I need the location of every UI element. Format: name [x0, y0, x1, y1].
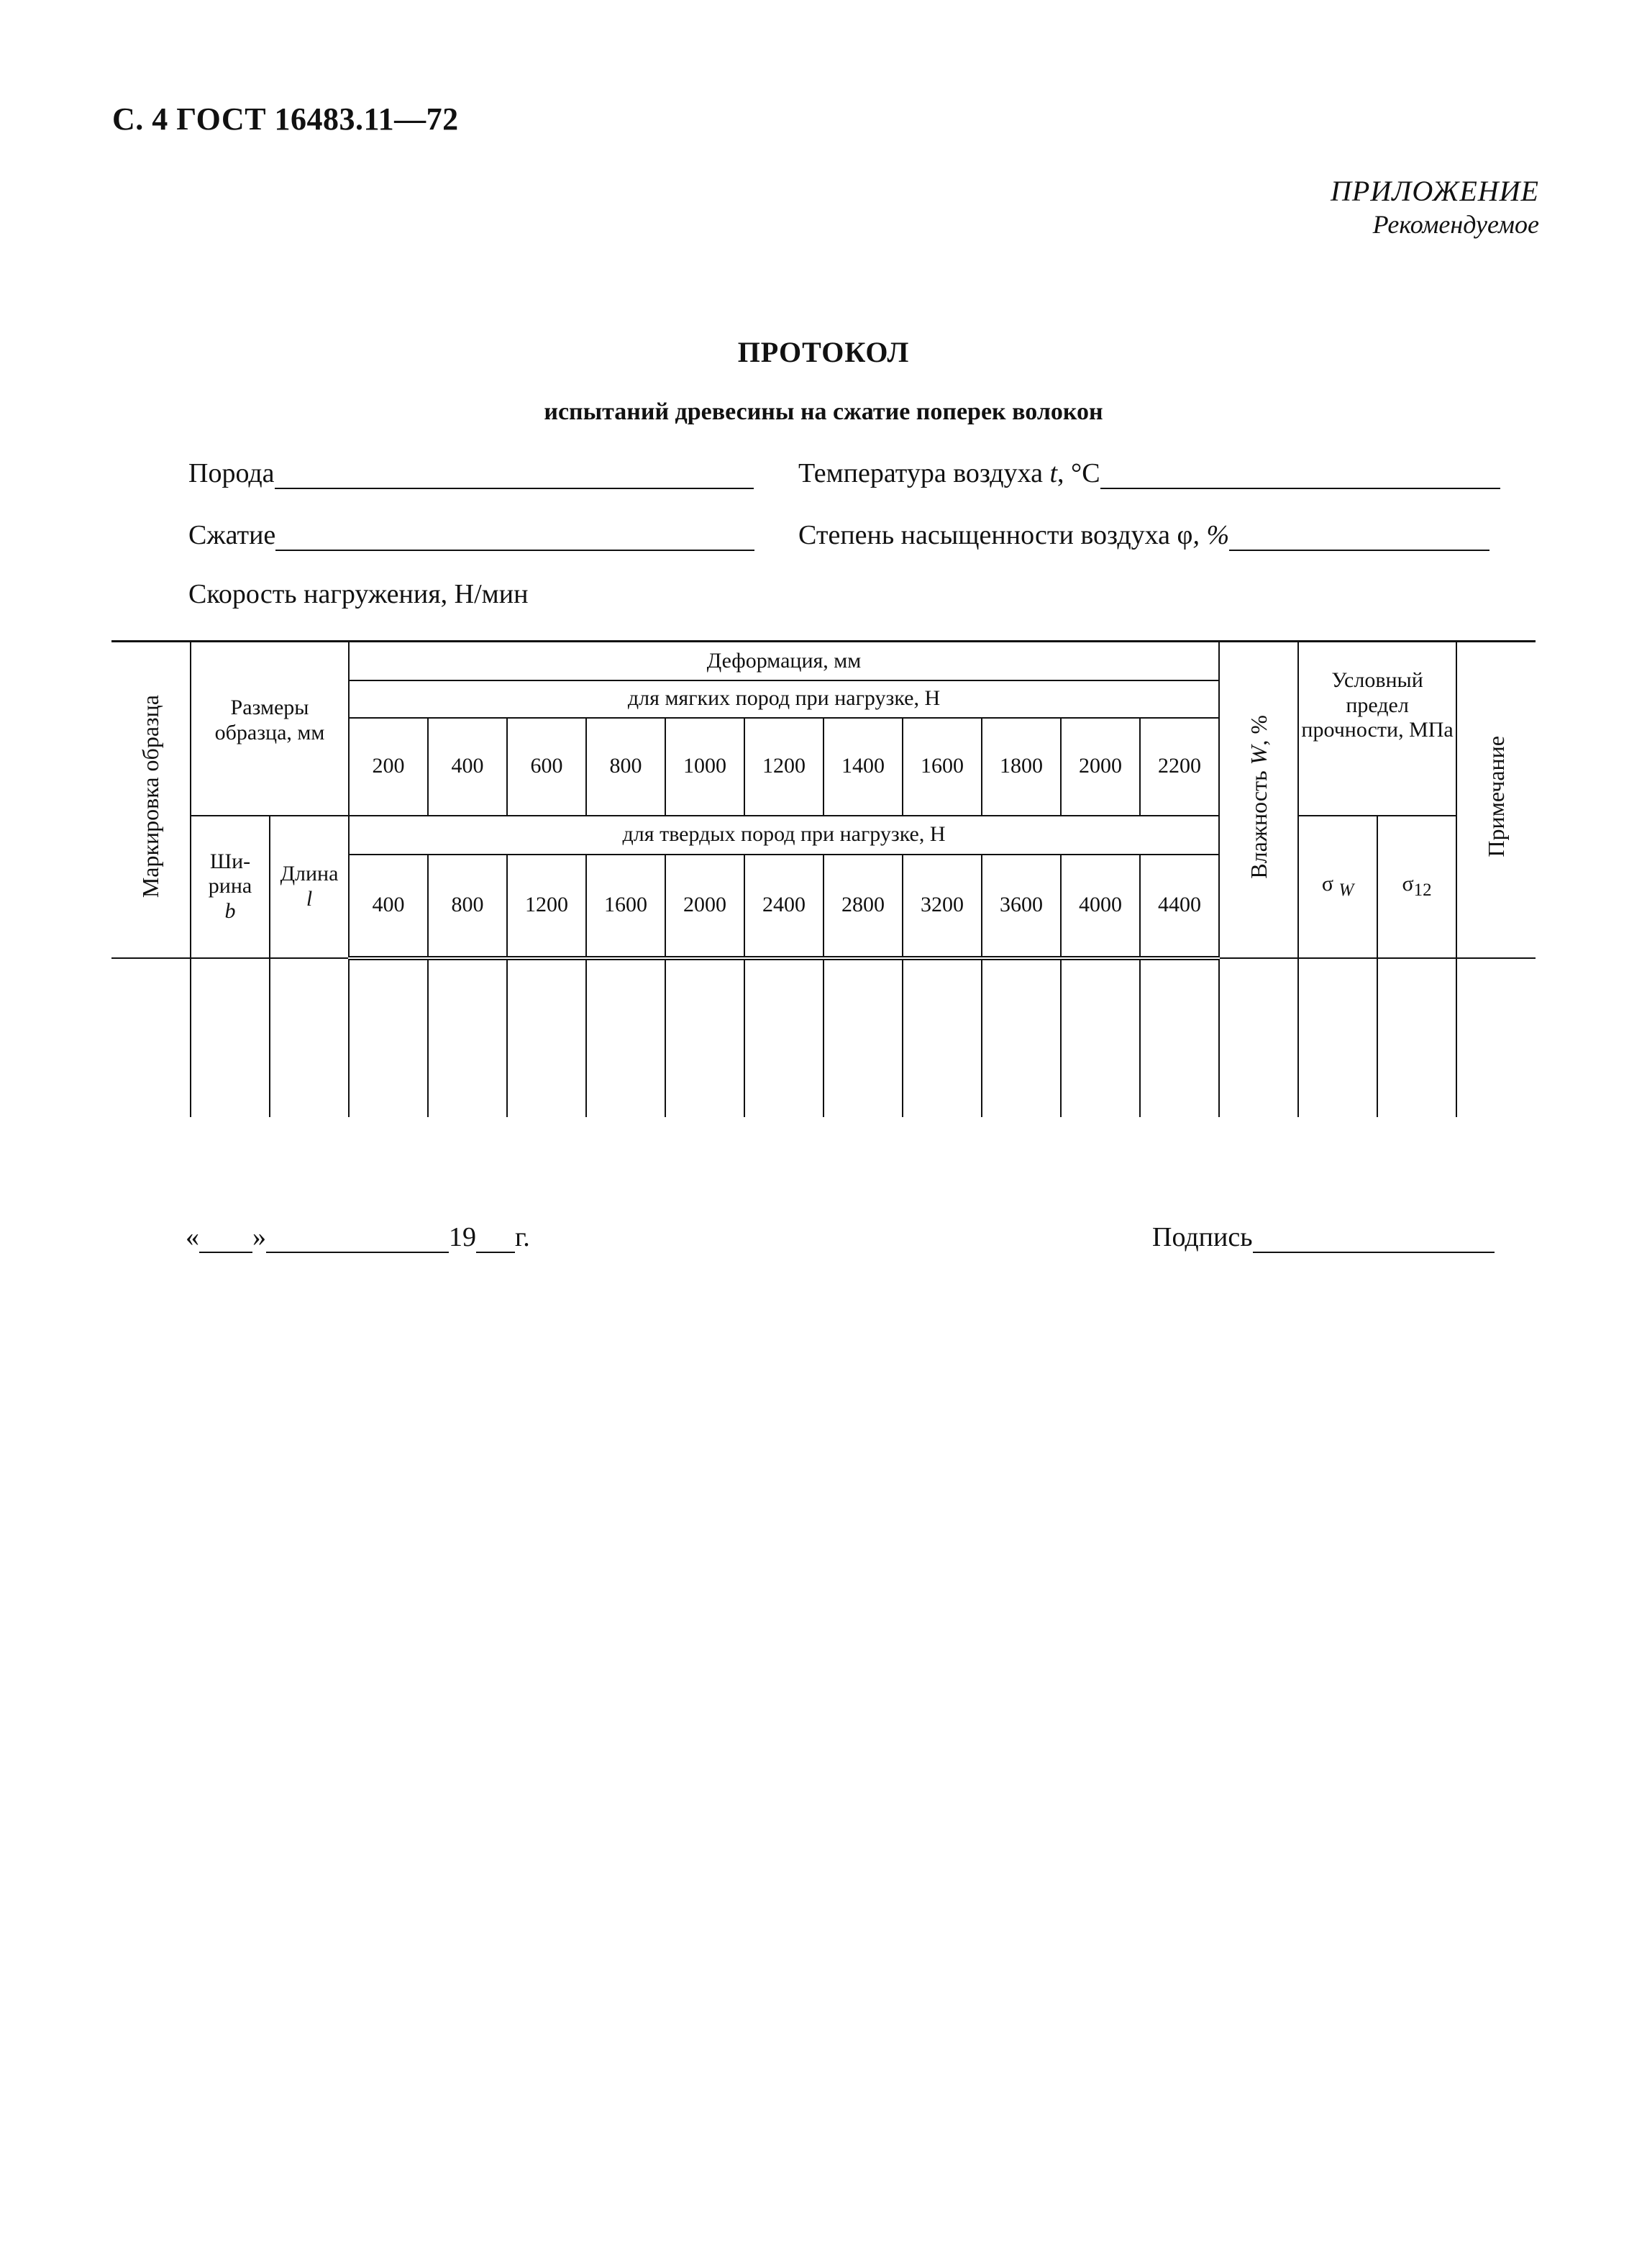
soft-load-cell: 200: [349, 718, 428, 816]
air-humidity-blank[interactable]: [1229, 527, 1489, 551]
species-blank[interactable]: [275, 465, 754, 489]
hard-load-cell: 400: [349, 855, 428, 958]
deformation-header: Деформация, мм: [349, 642, 1219, 680]
soft-load-cell: 1800: [982, 718, 1061, 816]
data-cell[interactable]: [1377, 958, 1456, 1117]
data-cell[interactable]: [428, 958, 507, 1117]
hard-load-cell: 1600: [586, 855, 665, 958]
data-cell[interactable]: [507, 958, 586, 1117]
hard-load-cell: 2400: [744, 855, 824, 958]
hard-load-cell: 2800: [824, 855, 903, 958]
soft-load-cell: 1200: [744, 718, 824, 816]
note-header: Примечание: [1456, 642, 1536, 958]
day-blank[interactable]: [199, 1230, 252, 1253]
date-field: [186, 1221, 530, 1253]
load-rate-field: [188, 578, 528, 610]
hard-load-cell: 4400: [1140, 855, 1219, 958]
data-cell[interactable]: [744, 958, 824, 1117]
soft-load-cell: 2200: [1140, 718, 1219, 816]
document-title: ПРОТОКОЛ: [737, 336, 910, 368]
year-blank[interactable]: [476, 1230, 515, 1253]
hard-load-cell: 4000: [1061, 855, 1140, 958]
appendix-status: Рекомендуемое: [1372, 210, 1539, 239]
signature-field: [1152, 1221, 1495, 1253]
soft-load-cell: 600: [507, 718, 586, 816]
hard-species-header: для твердых пород при нагрузке, Н: [349, 816, 1219, 855]
page-reference: С. 4 ГОСТ 16483.11—72: [112, 101, 459, 137]
data-cell[interactable]: [1456, 958, 1536, 1117]
soft-load-cell: 2000: [1061, 718, 1140, 816]
table-row: [111, 958, 1536, 1117]
appendix-label: ПРИЛОЖЕНИЕ: [1331, 175, 1539, 207]
air-temperature-field: [798, 457, 1500, 489]
compression-field: [188, 519, 754, 551]
data-cell[interactable]: [1298, 958, 1377, 1117]
data-cell[interactable]: [1219, 958, 1298, 1117]
soft-load-cell: 1400: [824, 718, 903, 816]
data-cell[interactable]: [349, 958, 428, 1117]
soft-load-cell: 400: [428, 718, 507, 816]
air-humidity-field: [798, 519, 1489, 551]
air-temperature-label: Температура воздуха t, °С: [798, 458, 1100, 488]
sigma-w-header: σ $_W$: [1298, 816, 1377, 958]
soft-species-header: для мягких пород при нагрузке, Н: [349, 680, 1219, 718]
data-cell[interactable]: [270, 958, 349, 1117]
hard-load-cell: 800: [428, 855, 507, 958]
signature-label: Подпись: [1152, 1222, 1253, 1252]
air-humidity-label: Степень насыщенности воздуха φ, %: [798, 520, 1230, 550]
data-cell[interactable]: [586, 958, 665, 1117]
sizes-header: Размеры образца, мм: [191, 642, 349, 816]
sigma-12-header: $\sigma_{12}$: [1377, 816, 1456, 958]
soft-load-cell: 800: [586, 718, 665, 816]
open-quote: «: [186, 1222, 199, 1252]
close-quote: »: [252, 1222, 266, 1252]
year-suffix: г.: [515, 1222, 530, 1252]
moisture-header: Влажность W, %: [1219, 642, 1298, 958]
appendix-block: [1331, 174, 1539, 240]
data-cell[interactable]: [111, 958, 191, 1117]
data-cell[interactable]: [1061, 958, 1140, 1117]
hard-load-cell: 3200: [903, 855, 982, 958]
species-field: [188, 457, 754, 489]
air-temperature-blank[interactable]: [1100, 465, 1500, 489]
hard-load-cell: 3600: [982, 855, 1061, 958]
soft-load-cell: 1000: [665, 718, 744, 816]
protocol-table: [111, 640, 1536, 1117]
data-cell[interactable]: [982, 958, 1061, 1117]
month-blank[interactable]: [266, 1230, 449, 1253]
document-subtitle: испытаний древесины на сжатие поперек волокон: [544, 399, 1103, 425]
marking-header: Маркировка образца: [111, 642, 191, 958]
length-header: Длина l: [270, 816, 349, 958]
compression-blank[interactable]: [275, 527, 754, 551]
width-header: Ши-рина b: [191, 816, 270, 958]
data-cell[interactable]: [903, 958, 982, 1117]
load-rate-label: Скорость нагружения, Н/мин: [188, 579, 529, 609]
year-prefix: 19: [449, 1222, 476, 1252]
signature-blank[interactable]: [1253, 1230, 1495, 1253]
data-cell[interactable]: [665, 958, 744, 1117]
hard-load-cell: 2000: [665, 855, 744, 958]
soft-load-cell: 1600: [903, 718, 982, 816]
strength-header: Условный предел прочности, МПа: [1298, 642, 1456, 816]
compression-label: Сжатие: [188, 520, 276, 550]
data-cell[interactable]: [1140, 958, 1219, 1117]
data-cell[interactable]: [824, 958, 903, 1117]
data-cell[interactable]: [191, 958, 270, 1117]
hard-load-cell: 1200: [507, 855, 586, 958]
species-label: Порода: [188, 458, 275, 488]
